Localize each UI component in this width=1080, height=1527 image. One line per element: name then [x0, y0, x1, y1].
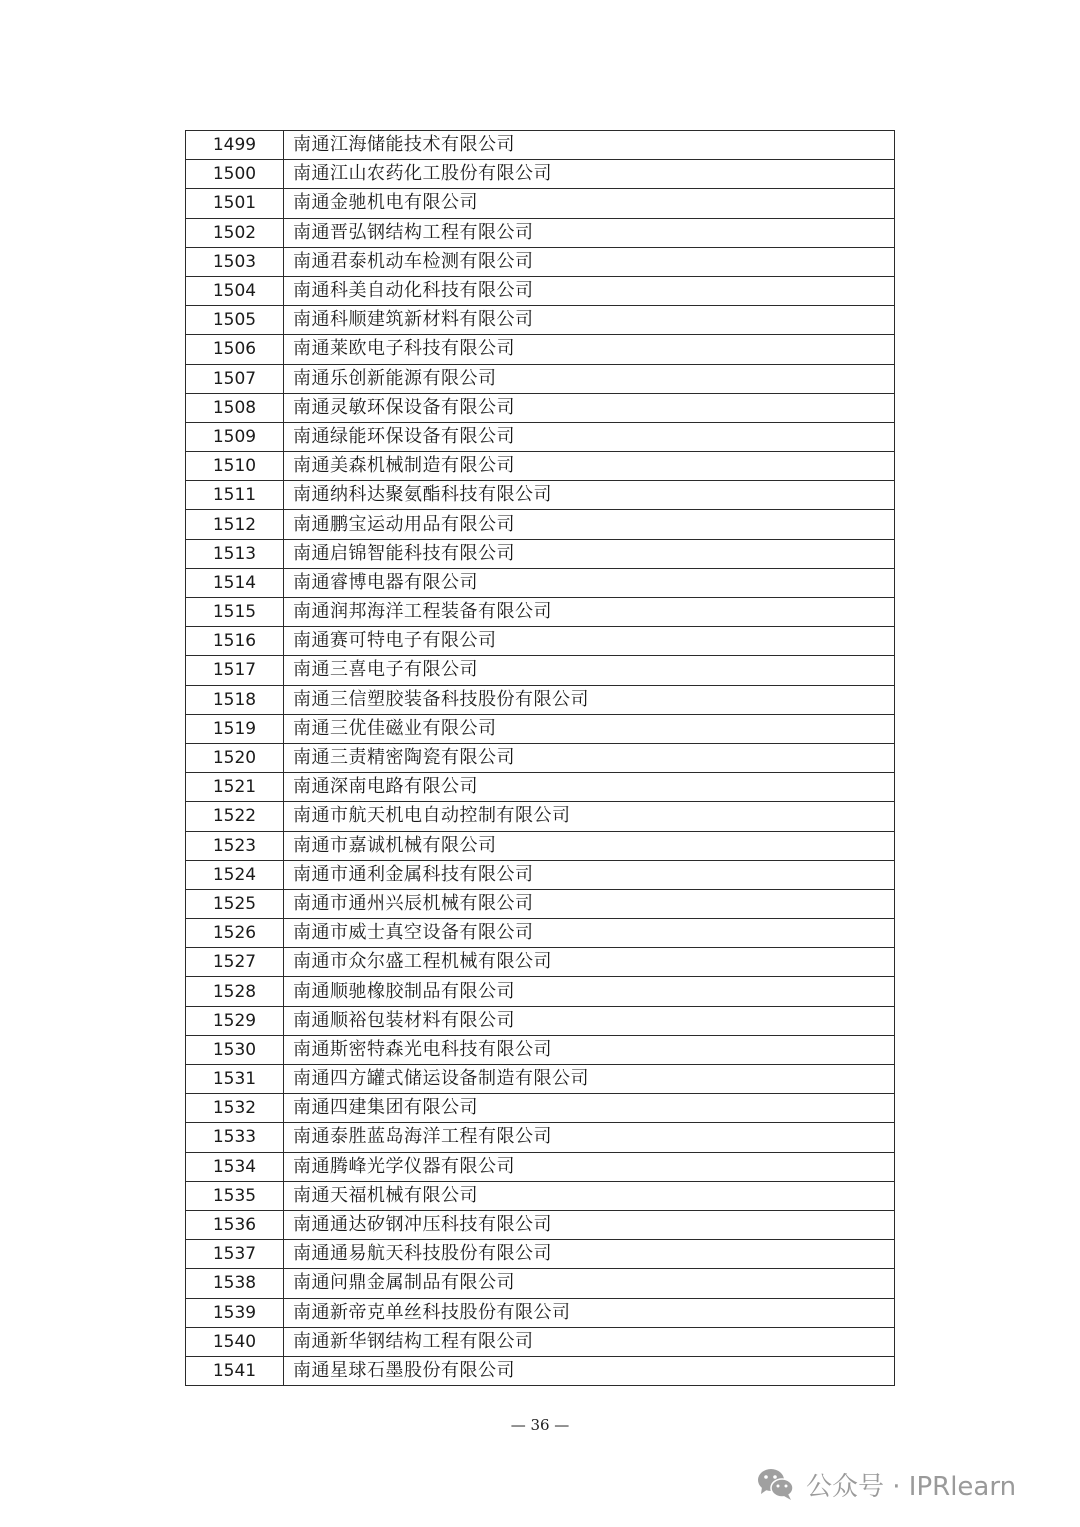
row-number: 1514 — [186, 568, 284, 597]
company-name: 南通通达矽钢冲压科技有限公司 — [284, 1210, 895, 1239]
company-name: 南通天福机械有限公司 — [284, 1181, 895, 1210]
row-number: 1510 — [186, 452, 284, 481]
table-row — [186, 393, 895, 422]
company-name: 南通斯密特森光电科技有限公司 — [284, 1035, 895, 1064]
row-number: 1537 — [186, 1240, 284, 1269]
company-name: 南通新华钢结构工程有限公司 — [284, 1327, 895, 1356]
row-number: 1509 — [186, 422, 284, 451]
company-name: 南通晋弘钢结构工程有限公司 — [284, 218, 895, 247]
row-number: 1516 — [186, 627, 284, 656]
row-number: 1500 — [186, 160, 284, 189]
company-name: 南通科顺建筑新材料有限公司 — [284, 306, 895, 335]
company-name: 南通市众尔盛工程机械有限公司 — [284, 948, 895, 977]
company-name: 南通美森机械制造有限公司 — [284, 452, 895, 481]
company-name: 南通市嘉诚机械有限公司 — [284, 831, 895, 860]
table-row — [186, 568, 895, 597]
company-name: 南通四方罐式储运设备制造有限公司 — [284, 1065, 895, 1094]
table-row — [186, 335, 895, 364]
table-row — [186, 131, 895, 160]
table-row — [186, 1006, 895, 1035]
company-name: 南通纳科达聚氨酯科技有限公司 — [284, 481, 895, 510]
company-name: 南通问鼎金属制品有限公司 — [284, 1269, 895, 1298]
table-row — [186, 627, 895, 656]
table-row — [186, 510, 895, 539]
row-number: 1526 — [186, 919, 284, 948]
row-number: 1511 — [186, 481, 284, 510]
row-number: 1501 — [186, 189, 284, 218]
table-row — [186, 452, 895, 481]
row-number: 1504 — [186, 276, 284, 305]
wechat-icon — [756, 1466, 796, 1502]
table-row — [186, 1240, 895, 1269]
row-number: 1508 — [186, 393, 284, 422]
row-number: 1502 — [186, 218, 284, 247]
company-name: 南通三优佳磁业有限公司 — [284, 714, 895, 743]
company-name: 南通深南电路有限公司 — [284, 773, 895, 802]
row-number: 1503 — [186, 247, 284, 276]
company-name: 南通睿博电器有限公司 — [284, 568, 895, 597]
table-row — [186, 1152, 895, 1181]
row-number: 1538 — [186, 1269, 284, 1298]
table-row — [186, 218, 895, 247]
row-number: 1505 — [186, 306, 284, 335]
company-name: 南通市通州兴辰机械有限公司 — [284, 889, 895, 918]
company-name: 南通星球石墨股份有限公司 — [284, 1356, 895, 1385]
company-name: 南通三喜电子有限公司 — [284, 656, 895, 685]
company-name: 南通江山农药化工股份有限公司 — [284, 160, 895, 189]
table-row — [186, 539, 895, 568]
row-number: 1524 — [186, 860, 284, 889]
row-number: 1522 — [186, 802, 284, 831]
row-number: 1536 — [186, 1210, 284, 1239]
row-number: 1531 — [186, 1065, 284, 1094]
table-row — [186, 743, 895, 772]
company-name: 南通乐创新能源有限公司 — [284, 364, 895, 393]
table-row — [186, 656, 895, 685]
table-row — [186, 919, 895, 948]
row-number: 1513 — [186, 539, 284, 568]
table-body — [186, 131, 895, 1386]
row-number: 1532 — [186, 1094, 284, 1123]
table-row — [186, 802, 895, 831]
table-row — [186, 481, 895, 510]
row-number: 1534 — [186, 1152, 284, 1181]
table-row — [186, 1094, 895, 1123]
table-row — [186, 1356, 895, 1385]
table-row — [186, 1181, 895, 1210]
company-name: 南通三信塑胶装备科技股份有限公司 — [284, 685, 895, 714]
table-row — [186, 160, 895, 189]
company-name: 南通四建集团有限公司 — [284, 1094, 895, 1123]
row-number: 1517 — [186, 656, 284, 685]
company-name: 南通腾峰光学仪器有限公司 — [284, 1152, 895, 1181]
company-name: 南通启锦智能科技有限公司 — [284, 539, 895, 568]
row-number: 1518 — [186, 685, 284, 714]
company-name: 南通顺驰橡胶制品有限公司 — [284, 977, 895, 1006]
table-row — [186, 189, 895, 218]
row-number: 1507 — [186, 364, 284, 393]
table-row — [186, 714, 895, 743]
row-number: 1529 — [186, 1006, 284, 1035]
company-name: 南通莱欧电子科技有限公司 — [284, 335, 895, 364]
row-number: 1533 — [186, 1123, 284, 1152]
company-name: 南通金驰机电有限公司 — [284, 189, 895, 218]
row-number: 1540 — [186, 1327, 284, 1356]
row-number: 1519 — [186, 714, 284, 743]
page-number: — 36 — — [510, 1416, 570, 1434]
table-row — [186, 598, 895, 627]
table-row — [186, 1269, 895, 1298]
company-name: 南通市航天机电自动控制有限公司 — [284, 802, 895, 831]
table-row — [186, 948, 895, 977]
row-number: 1530 — [186, 1035, 284, 1064]
company-name: 南通通易航天科技股份有限公司 — [284, 1240, 895, 1269]
row-number: 1539 — [186, 1298, 284, 1327]
table-row — [186, 773, 895, 802]
company-name: 南通市威士真空设备有限公司 — [284, 919, 895, 948]
company-name: 南通市通利金属科技有限公司 — [284, 860, 895, 889]
table-row — [186, 276, 895, 305]
table-row — [186, 1065, 895, 1094]
company-name: 南通新帝克单丝科技股份有限公司 — [284, 1298, 895, 1327]
company-name: 南通灵敏环保设备有限公司 — [284, 393, 895, 422]
table-row — [186, 1298, 895, 1327]
table-row — [186, 977, 895, 1006]
company-name: 南通润邦海洋工程装备有限公司 — [284, 598, 895, 627]
company-name: 南通赛可特电子有限公司 — [284, 627, 895, 656]
table-row — [186, 831, 895, 860]
row-number: 1512 — [186, 510, 284, 539]
row-number: 1499 — [186, 131, 284, 160]
company-name: 南通科美自动化科技有限公司 — [284, 276, 895, 305]
table-row — [186, 1210, 895, 1239]
table-row — [186, 306, 895, 335]
company-name: 南通鹏宝运动用品有限公司 — [284, 510, 895, 539]
row-number: 1528 — [186, 977, 284, 1006]
row-number: 1521 — [186, 773, 284, 802]
table-row — [186, 889, 895, 918]
company-name: 南通泰胜蓝岛海洋工程有限公司 — [284, 1123, 895, 1152]
table-row — [186, 422, 895, 451]
company-name: 南通江海储能技术有限公司 — [284, 131, 895, 160]
table-row — [186, 1035, 895, 1064]
table-row — [186, 1123, 895, 1152]
row-number: 1535 — [186, 1181, 284, 1210]
table-row — [186, 860, 895, 889]
table-row — [186, 685, 895, 714]
row-number: 1525 — [186, 889, 284, 918]
company-list-table — [185, 130, 895, 1386]
row-number: 1523 — [186, 831, 284, 860]
watermark — [756, 1462, 1016, 1506]
row-number: 1515 — [186, 598, 284, 627]
company-name: 南通君泰机动车检测有限公司 — [284, 247, 895, 276]
company-name: 南通三责精密陶瓷有限公司 — [284, 743, 895, 772]
table-row — [186, 247, 895, 276]
row-number: 1506 — [186, 335, 284, 364]
company-name: 南通绿能环保设备有限公司 — [284, 422, 895, 451]
row-number: 1527 — [186, 948, 284, 977]
table-row — [186, 1327, 895, 1356]
company-name: 南通顺裕包装材料有限公司 — [284, 1006, 895, 1035]
table-row — [186, 364, 895, 393]
row-number: 1520 — [186, 743, 284, 772]
row-number: 1541 — [186, 1356, 284, 1385]
watermark-text: 公众号 · IPRlearn — [806, 1471, 1017, 1502]
